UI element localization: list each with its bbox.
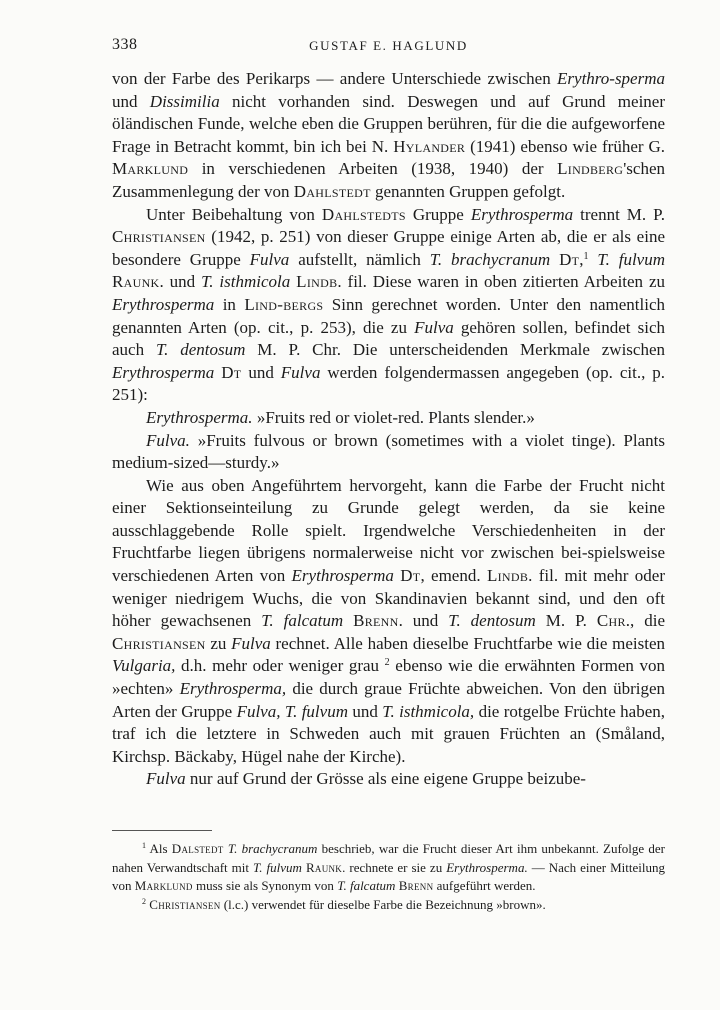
text-run: beschrieb, war die Frucht dieser Art ihm unbekannt. Zufolge der nahen Verwandtschaft mit [112, 841, 666, 875]
text-run: von der Farbe des Perikarps — andere Unterschiede zwischen [112, 69, 558, 88]
italic-run: Erythrosperma. [146, 407, 253, 427]
text-run [550, 250, 559, 269]
footnote [112, 840, 665, 896]
small-caps-run: Christiansen [112, 227, 206, 247]
small-caps-run: Hylander [393, 136, 466, 156]
italic-run: Fulva. [146, 430, 190, 450]
small-caps-run: Brenn [353, 611, 399, 631]
text-run: , emend. [420, 566, 487, 586]
paragraph [112, 430, 665, 475]
text-run: Unter Beibehaltung von [146, 204, 322, 224]
footnotes [112, 840, 665, 914]
italic-run: Vulgaria, [112, 656, 176, 676]
italic-run: T. dentosum [448, 611, 536, 631]
text-run: M. P. Chr. Die unterscheidenden Merkmale zwischen [245, 340, 666, 360]
text-run: . und [398, 611, 449, 631]
italic-run: Fulva [146, 769, 186, 789]
text-run: rechnet. Alle haben dieselbe Fruchtfarbe wie die meisten [270, 633, 665, 653]
text-run: nicht vorhanden sind. Deswegen und auf Grund meiner öländischen Funde, welche eben die Gruppen berühren, für die die aufgeworfene Frage in Betracht kommt, bin ich bei N. [112, 91, 666, 156]
paragraph [112, 68, 665, 204]
italic-run: Erythrosperma [470, 204, 574, 224]
text-run: . rechnete er sie zu [342, 859, 447, 875]
small-caps-run: Christiansen [149, 896, 221, 912]
small-caps-run: Lindberg [557, 159, 624, 179]
small-caps-run: Marklund [112, 159, 189, 179]
body-text [112, 68, 665, 791]
text-run: die durch graue Früchte abweichen. Von den übrigen Arten der Gruppe [112, 679, 666, 721]
text-run: (1942, p. 251) von dieser Gruppe einige Arten ab, die er als eine besondere Gruppe [112, 227, 665, 269]
text-run: . und [159, 272, 202, 292]
italic-run: Erythrosperma. [446, 859, 528, 875]
text-run: und [241, 362, 281, 382]
small-caps-run: Dt [221, 362, 242, 382]
text-run: (1941) ebenso wie früher G. [465, 136, 665, 156]
footnote-ref: 1 [583, 250, 589, 262]
text-run: Gruppe [405, 204, 471, 224]
footnote [112, 896, 665, 915]
text-run: in verschiedenen Arbeiten (1938, 1940) der [188, 159, 558, 179]
text-run: . fil. Diese waren in oben zitierten Arbeiten zu [337, 272, 666, 292]
italic-run: T. falcatum [337, 878, 396, 893]
italic-run: Fulva [249, 249, 290, 269]
small-caps-run: Dalstedt [171, 841, 224, 856]
small-caps-run: Marklund [134, 878, 193, 893]
italic-run: T. fulvum [597, 249, 665, 269]
text-run: in [214, 294, 245, 314]
small-caps-run: Raunk [305, 859, 343, 875]
text-run: und [347, 701, 383, 721]
text-run: Wie aus oben Angeführtem hervorgeht, kann die Farbe der Frucht nicht einer Sektionseinteilung zu Grunde gelegt werden, da sie keine ausschlaggebende Rolle spielt. Irgendwelche Verschiedenheiten in der Fruchtfarbe liegen übrigens normalerweise nicht vor zwischen bei-spielsweise verschiedenen Arten von [112, 475, 665, 586]
text-run [343, 611, 353, 630]
small-caps-run: Lindb [486, 566, 529, 586]
paragraph [112, 475, 665, 769]
paragraph [112, 407, 665, 430]
italic-run: T. isthmicola, [382, 701, 475, 721]
italic-run: T. brachycranum [429, 249, 551, 269]
small-caps-run: Dahlstedt [293, 181, 371, 201]
small-caps-run: Dt [400, 566, 421, 586]
italic-run: Erythrosperma [112, 294, 215, 314]
text-run: muss sie als Synonym von [192, 878, 338, 893]
text-run: werden folgendermassen angegeben (op. cit., p. 251): [112, 362, 666, 405]
small-caps-run: Dt [559, 249, 580, 269]
italic-run: T. dentosum [155, 340, 246, 360]
footnote-ref: 2 [384, 657, 390, 669]
text-run: trennt M. P. [573, 204, 665, 224]
text-run: zu [205, 633, 232, 653]
italic-run: T. isthmicola [201, 272, 291, 292]
running-head: GUSTAF E. HAGLUND [309, 38, 468, 53]
text-run: ebenso wie die erwähnten Formen von »echten» [112, 656, 665, 699]
text-run: . fil. mit mehr oder weniger niedrigem Wuchs, die von Skandinavien bekannt sind, und den oft höher gewachsenen [112, 566, 665, 631]
paragraph [112, 204, 665, 407]
text-run: aufgeführt werden. [433, 878, 536, 893]
small-caps-run: Christiansen [112, 633, 206, 653]
italic-run: T. brachycranum [227, 841, 318, 856]
text-run: Als [146, 841, 172, 856]
text-run: M. P. [535, 611, 597, 631]
text-run: Sinn gerechnet worden. Unter den namentlich genannten Arten (op. cit., p. 253), die zu [112, 294, 665, 337]
small-caps-run: Lindb [296, 272, 338, 292]
italic-run: Fulva, T. fulvum [236, 701, 348, 721]
small-caps-run: Lind-bergs [244, 294, 324, 314]
italic-run: T. falcatum [261, 611, 344, 631]
italic-run: Fulva [414, 317, 454, 337]
footnote-divider [112, 830, 212, 831]
text-run: »Fruits red or violet-red. Plants slender.» [252, 407, 535, 427]
text-run: , [579, 249, 584, 269]
text-run: 'schen Zusammenlegung der von [112, 159, 665, 201]
paragraph [112, 768, 665, 791]
text-run: (l.c.) verwendet für dieselbe Farbe die Bezeichnung »brown». [220, 896, 546, 912]
italic-run: Erythrosperma, [179, 679, 287, 699]
italic-run: Fulva [280, 362, 321, 382]
text-run: und [112, 91, 150, 111]
footnote-ref: 2 [142, 896, 146, 906]
small-caps-run: Chr [596, 611, 626, 631]
text-run: nur auf Grund der Grösse als eine eigene Gruppe beizube- [185, 769, 586, 789]
text-run: die rotgelbe Früchte haben, traf ich die letztere in Schweden auch mit grauen Früchten an (Småland, Kirchsp. Bäckaby, Hügel nahe der Kirche). [112, 701, 665, 766]
text-run: aufstellt, nämlich [289, 249, 430, 269]
text-run: ., die [625, 611, 666, 631]
text-run: gehören sollen, befindet sich auch [112, 317, 665, 360]
footnote-ref: 1 [142, 841, 146, 850]
text-run: — Nach einer Mitteilung von [112, 859, 666, 893]
small-caps-run: Dahlstedts [321, 204, 406, 224]
small-caps-run: Brenn [398, 878, 434, 893]
text-run: »Fruits fulvous or brown (sometimes with a violet tinge). Plants medium-sized—sturdy.» [112, 430, 665, 473]
page-header [112, 36, 665, 58]
italic-run: Erythrosperma [291, 566, 394, 586]
italic-run: Fulva [231, 633, 271, 653]
italic-run: T. fulvum [253, 859, 302, 875]
page-number: 338 [112, 36, 138, 53]
text-run: genannten Gruppen gefolgt. [370, 181, 566, 201]
italic-run: Erythrosperma [112, 362, 215, 382]
small-caps-run: Raunk [112, 272, 160, 292]
italic-run: Dissimilia [149, 91, 220, 111]
italic-run: Erythro-sperma [557, 69, 665, 88]
text-run: d.h. mehr oder weniger grau [175, 656, 385, 676]
